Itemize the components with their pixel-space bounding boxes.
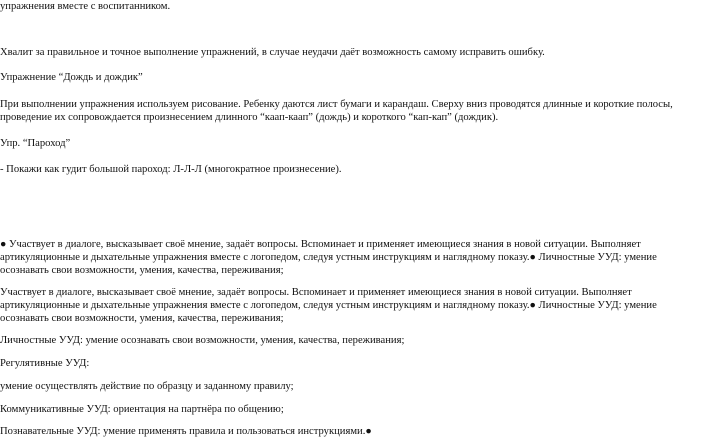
paragraph-praise: Хвалит за правильное и точное выполнение упражнений, в случае неудачи даёт возможность самому исправить ошибку. — [0, 47, 545, 58]
exercise-title-rain: Упражнение “Дождь и дождик” — [0, 72, 143, 83]
paragraph-regulatory-uud: Регулятивные УУД: — [0, 358, 90, 369]
paragraph-personal-uud: Личностные УУД: умение осознавать свои возможности, умения, качества, переживания; — [0, 335, 405, 346]
paragraph-rain-description: При выполнении упражнения используем рисование. Ребенку даются лист бумаги и карандаш. Сверху вниз проводятся длинные и короткие полосы, проведение их сопровождается произнесением длинного “каап-каап” (дождь) и короткого “кап-кап” (дождик). — [0, 99, 673, 123]
paragraph-outcomes-2: Участвует в диалоге, высказывает своё мнение, задаёт вопросы. Вспоминает и применяет имеющиеся знания в новой ситуации. Выполняет артикуляционные и дыхательные упражнения вместе с логопедом, следуя устным инструкциям и наглядному показу.● Личностные УУД: умение осознавать свои возможности, умения, качества, переживания; — [0, 287, 657, 324]
paragraph-outcomes-1: ● Участвует в диалоге, высказывает своё мнение, задаёт вопросы. Вспоминает и применяет имеющиеся знания в новой ситуации. Выполняет артикуляционные и дыхательные упражнения вместе с логопедом, следуя устным инструкциям и наглядному показу.● Личностные УУД: умение осознавать свои возможности, умения, качества, переживания; — [0, 239, 657, 276]
paragraph-cognitive-uud: Познавательные УУД: умение применять правила и пользоваться инструкциями.● — [0, 426, 372, 437]
paragraph-regulatory-detail: умение осуществлять действие по образцу и заданному правилу; — [0, 381, 294, 392]
paragraph-communicative-uud: Коммуникативные УУД: ориентация на партнёра по общению; — [0, 404, 284, 415]
paragraph-steamer-instruction: - Покажи как гудит большой пароход: Л-Л-Л (многократное произнесение). — [0, 164, 342, 175]
exercise-title-steamer: Упр. “Пароход” — [0, 138, 71, 149]
paragraph-intro-end: упражнения вместе с воспитанником. — [0, 1, 171, 12]
